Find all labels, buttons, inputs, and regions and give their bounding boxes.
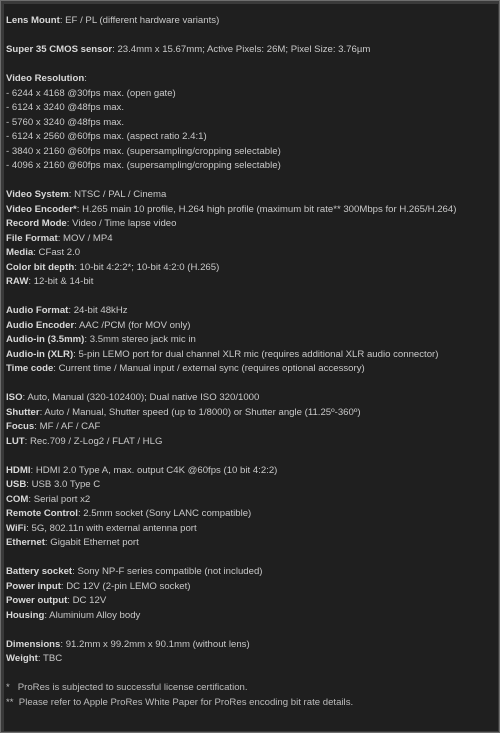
spec-row-battery-socket — [6, 565, 496, 580]
spec-value: : HDMI 2.0 Type A, max. output C4K @60fps (10 bit 4:2:2) — [30, 464, 278, 476]
spec-label: Ethernet — [6, 537, 45, 548]
spec-label: USB — [6, 479, 27, 490]
spec-label: HDMI — [6, 464, 31, 476]
spec-row-power-output — [6, 594, 496, 609]
spec-row-power-input — [6, 580, 496, 595]
spec-value: : Sony NP-F series compatible (not included) — [72, 566, 263, 577]
spec-row-audio-in-xlr — [6, 348, 496, 363]
spec-label: Video System — [6, 189, 69, 200]
spec-row-video-system — [6, 188, 496, 203]
resolution-item: - 6124 x 2560 @60fps max. (aspect ratio 2.4:1) — [6, 131, 207, 142]
spec-row-time-code — [6, 362, 496, 377]
spec-value: : TBC — [37, 653, 63, 664]
spec-sheet — [4, 4, 498, 731]
resolution-item: - 6124 x 3240 @48fps max. — [6, 102, 125, 113]
spec-label: Video Encoder* — [6, 203, 77, 215]
spec-value: : MOV / MP4 — [57, 232, 113, 244]
spec-row-com — [6, 493, 496, 508]
spec-row-wifi — [6, 522, 496, 537]
spec-value: : USB 3.0 Type C — [26, 479, 101, 490]
spec-label: Battery socket — [6, 566, 73, 577]
spec-label: Dimensions — [6, 638, 61, 650]
spec-label: Media — [6, 247, 34, 258]
spec-label: Color bit depth — [6, 261, 75, 273]
spec-label: Audio-in (3.5mm) — [6, 334, 85, 345]
spec-row-weight — [6, 652, 496, 667]
spec-value: : Gigabit Ethernet port — [44, 537, 139, 548]
section-gap — [6, 58, 496, 73]
spec-value: : EF / PL (different hardware variants) — [59, 15, 220, 26]
spec-row-iso — [6, 391, 496, 406]
spec-value: : 24-bit 48kHz — [68, 305, 128, 316]
spec-value: : MF / AF / CAF — [34, 421, 101, 432]
resolution-item: - 6244 x 4168 @30fps max. (open gate) — [6, 87, 176, 99]
spec-label: Super 35 CMOS sensor — [6, 44, 113, 55]
footnote: * ProRes is subjected to successful license certification. — [6, 682, 248, 693]
spec-label: Remote Control — [6, 508, 78, 519]
spec-row-housing — [6, 609, 496, 624]
spec-value: : 5-pin LEMO port for dual channel XLR mic (requires additional XLR audio connector) — [73, 348, 439, 360]
spec-label: Power input — [6, 580, 61, 592]
spec-row-lut — [6, 435, 496, 450]
spec-value: : 5G, 802.11n with external antenna port — [26, 522, 197, 534]
spec-row-audio-in-35 — [6, 333, 496, 348]
footnote: ** Please refer to Apple ProRes White Paper for ProRes encoding bit rate details. — [6, 696, 354, 708]
resolution-item: - 4096 x 2160 @60fps max. (supersampling/cropping selectable) — [6, 160, 281, 171]
spec-list — [6, 14, 496, 710]
spec-row-ethernet — [6, 536, 496, 551]
spec-value: : 12-bit & 14-bit — [28, 276, 94, 287]
spec-row-raw — [6, 275, 496, 290]
spec-value: : 3.5mm stereo jack mic in — [84, 334, 196, 345]
spec-label: Audio-in (XLR) — [6, 348, 74, 360]
spec-row-usb — [6, 478, 496, 493]
spec-row-video-encoder — [6, 203, 496, 218]
spec-label: Video Resolution — [6, 73, 85, 84]
spec-label: Time code — [6, 363, 54, 374]
spec-label: Record Mode — [6, 218, 67, 229]
spec-label: File Format — [6, 232, 58, 244]
spec-value: : 91.2mm x 99.2mm x 90.1mm (without lens) — [60, 638, 250, 650]
spec-value: : H.265 main 10 profile, H.264 high profile (maximum bit rate** 300Mbps for H.265/H.264) — [76, 203, 457, 215]
spec-label: LUT — [6, 435, 25, 447]
section-gap — [6, 377, 496, 392]
spec-value: : AAC /PCM (for MOV only) — [74, 319, 191, 331]
section-gap — [6, 551, 496, 566]
spec-row-dimensions — [6, 638, 496, 653]
spec-label: Lens Mount — [6, 15, 60, 26]
spec-row-file-format — [6, 232, 496, 247]
spec-value: : — [84, 73, 87, 84]
spec-value: : Serial port x2 — [28, 493, 91, 505]
spec-row-audio-format — [6, 304, 496, 319]
spec-value: : Rec.709 / Z-Log2 / FLAT / HLG — [24, 435, 163, 447]
resolution-item: - 5760 x 3240 @48fps max. — [6, 116, 125, 128]
spec-label: Weight — [6, 653, 38, 664]
spec-label: WiFi — [6, 522, 27, 534]
spec-row-lens-mount — [6, 14, 496, 29]
spec-label: ISO — [6, 392, 23, 403]
spec-label: Housing — [6, 609, 45, 621]
spec-value: : 23.4mm x 15.67mm; Active Pixels: 26M; Pixel Size: 3.76µm — [112, 44, 371, 55]
spec-value: : CFast 2.0 — [33, 247, 81, 258]
spec-row-focus — [6, 420, 496, 435]
spec-row-remote-control — [6, 507, 496, 522]
spec-value: : DC 12V — [67, 595, 107, 606]
section-gap — [6, 623, 496, 638]
spec-row-record-mode — [6, 217, 496, 232]
spec-label: COM — [6, 493, 29, 505]
spec-label: Shutter — [6, 406, 40, 418]
section-gap — [6, 174, 496, 189]
resolution-item: - 3840 x 2160 @60fps max. (supersampling/cropping selectable) — [6, 145, 281, 157]
section-gap — [6, 667, 496, 682]
spec-value: : Auto / Manual, Shutter speed (up to 1/8000) or Shutter angle (11.25º-360º) — [39, 406, 361, 418]
spec-label: Audio Encoder — [6, 319, 75, 331]
spec-label: Power output — [6, 595, 68, 606]
spec-value: : 2.5mm socket (Sony LANC compatible) — [77, 508, 252, 519]
spec-value: : Current time / Manual input / external sync (requires optional accessory) — [53, 363, 365, 374]
spec-value: : NTSC / PAL / Cinema — [68, 189, 167, 200]
spec-value: : DC 12V (2-pin LEMO socket) — [60, 580, 191, 592]
spec-row-sensor — [6, 43, 496, 58]
spec-row-video-resolution — [6, 72, 496, 87]
spec-row-shutter — [6, 406, 496, 421]
spec-value: : Aluminium Alloy body — [44, 609, 141, 621]
spec-label: RAW — [6, 276, 29, 287]
spec-value: : Video / Time lapse video — [66, 218, 177, 229]
spec-row-media — [6, 246, 496, 261]
section-gap — [6, 29, 496, 44]
spec-label: Audio Format — [6, 305, 69, 316]
spec-row-color-bit-depth — [6, 261, 496, 276]
spec-value: : 10-bit 4:2:2*; 10-bit 4:2:0 (H.265) — [74, 261, 220, 273]
spec-row-audio-encoder — [6, 319, 496, 334]
section-gap — [6, 449, 496, 464]
spec-row-hdmi — [6, 464, 496, 479]
section-gap — [6, 290, 496, 305]
spec-label: Focus — [6, 421, 35, 432]
spec-value: : Auto, Manual (320-102400); Dual native ISO 320/1000 — [22, 392, 260, 403]
